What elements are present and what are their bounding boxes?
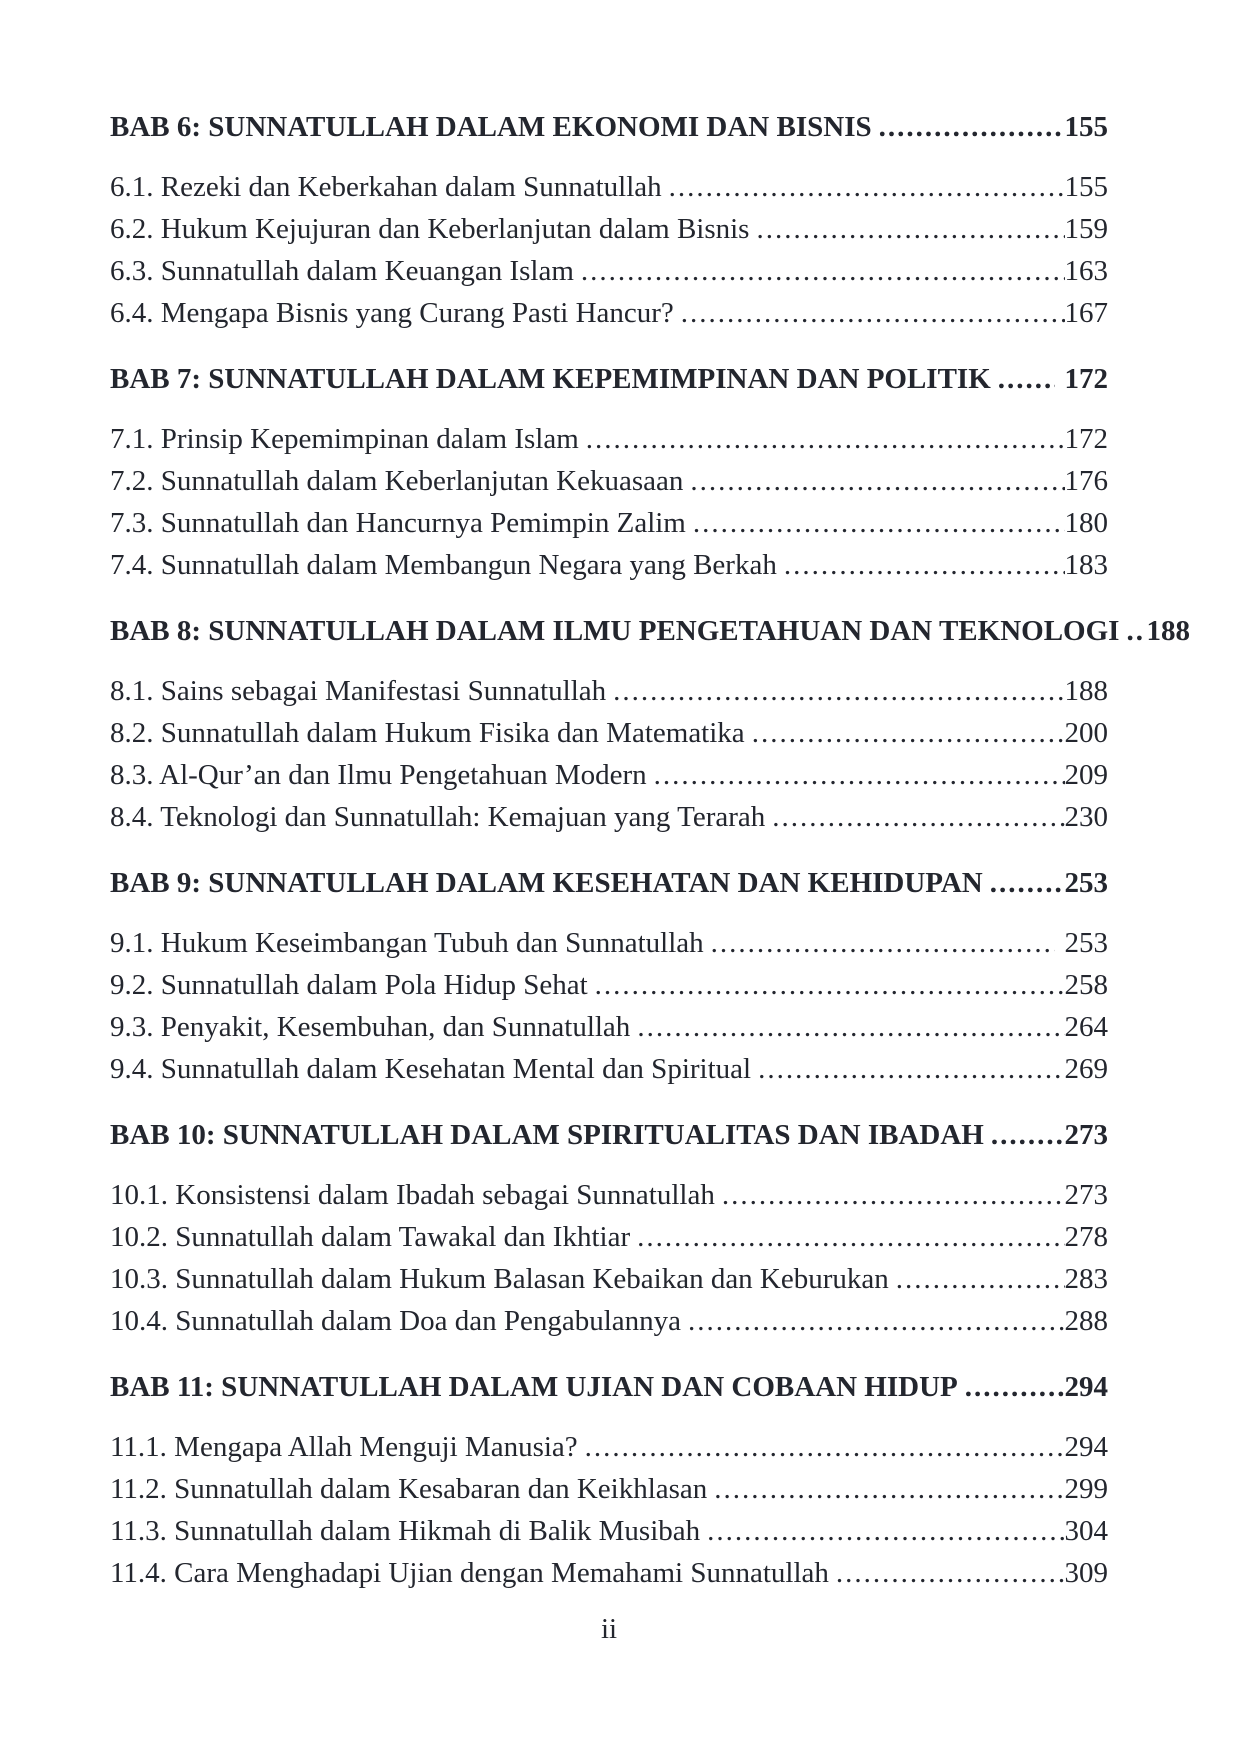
dot-leader bbox=[588, 964, 1065, 1006]
dot-leader bbox=[751, 1048, 1064, 1090]
toc-entry-page-number: 230 bbox=[1064, 801, 1108, 833]
toc-entry-page-number: 180 bbox=[1064, 507, 1108, 539]
toc-entry-page-number: 253 bbox=[1064, 867, 1108, 899]
toc-item-row bbox=[110, 460, 1108, 502]
table-of-contents bbox=[110, 106, 1190, 1594]
toc-entry-page-number: 264 bbox=[1064, 1011, 1108, 1043]
dot-leader bbox=[579, 418, 1065, 460]
dot-leader bbox=[683, 460, 1064, 502]
dot-leader bbox=[662, 166, 1065, 208]
toc-entry-page-number: 304 bbox=[1064, 1515, 1108, 1547]
dot-leader bbox=[749, 208, 1064, 250]
dot-leader bbox=[983, 862, 1065, 904]
dot-leader bbox=[889, 1258, 1065, 1300]
toc-entry-label: 6.3. Sunnatullah dalam Keuangan Islam bbox=[110, 255, 574, 287]
toc-item-row bbox=[110, 1006, 1108, 1048]
dot-leader bbox=[991, 358, 1055, 400]
toc-item-row bbox=[110, 1510, 1108, 1552]
toc-item-row bbox=[110, 292, 1108, 334]
toc-entry-label: 7.2. Sunnatullah dalam Keberlanjutan Kekuasaan bbox=[110, 465, 684, 497]
toc-entry-label: 7.4. Sunnatullah dalam Membangun Negara yang Berkah bbox=[110, 549, 777, 581]
toc-entry-page-number: 155 bbox=[1064, 111, 1108, 143]
toc-entry-page-number: 309 bbox=[1064, 1557, 1108, 1589]
dot-leader bbox=[745, 712, 1065, 754]
toc-entry-page-number: 200 bbox=[1064, 717, 1108, 749]
toc-entry-page-number: 188 bbox=[1064, 675, 1108, 707]
toc-heading-row bbox=[110, 106, 1108, 148]
toc-entry-page-number: 253 bbox=[1064, 927, 1108, 959]
toc-item-row bbox=[110, 1426, 1108, 1468]
toc-entry-label: 11.4. Cara Menghadapi Ujian dengan Memahami Sunnatullah bbox=[110, 1557, 829, 1589]
toc-entry-label: 9.1. Hukum Keseimbangan Tubuh dan Sunnatullah bbox=[110, 927, 704, 959]
toc-entry-page-number: 258 bbox=[1064, 969, 1108, 1001]
toc-heading-label: BAB 8: SUNNATULLAH DALAM ILMU PENGETAHUAN DAN TEKNOLOGI bbox=[110, 615, 1120, 647]
toc-item-row bbox=[110, 670, 1108, 712]
toc-heading-row bbox=[110, 358, 1108, 400]
toc-entry-label: 6.4. Mengapa Bisnis yang Curang Pasti Hancur? bbox=[110, 297, 674, 329]
toc-item-row bbox=[110, 208, 1108, 250]
dot-leader bbox=[704, 922, 1055, 964]
toc-heading-label: BAB 10: SUNNATULLAH DALAM SPIRITUALITAS DAN IBADAH bbox=[110, 1119, 984, 1151]
toc-heading-label: BAB 11: SUNNATULLAH DALAM UJIAN DAN COBAAN HIDUP bbox=[110, 1371, 958, 1403]
dot-leader bbox=[984, 1114, 1065, 1156]
toc-item-row bbox=[110, 1258, 1108, 1300]
toc-item-row bbox=[110, 1468, 1108, 1510]
toc-entry-page-number: 283 bbox=[1064, 1263, 1108, 1295]
toc-item-row bbox=[110, 166, 1108, 208]
toc-entry-page-number: 278 bbox=[1064, 1221, 1108, 1253]
dot-leader bbox=[686, 502, 1065, 544]
dot-leader bbox=[674, 292, 1065, 334]
toc-item-row bbox=[110, 1048, 1108, 1090]
dot-leader bbox=[765, 796, 1064, 838]
toc-entry-label: 9.4. Sunnatullah dalam Kesehatan Mental dan Spiritual bbox=[110, 1053, 752, 1085]
toc-entry-label: 10.2. Sunnatullah dalam Tawakal dan Ikhtiar bbox=[110, 1221, 631, 1253]
footer-page-number: ii bbox=[600, 1613, 618, 1645]
toc-item-row bbox=[110, 418, 1108, 460]
toc-entry-label: 11.1. Mengapa Allah Menguji Manusia? bbox=[110, 1431, 578, 1463]
toc-item-row bbox=[110, 796, 1108, 838]
toc-heading-label: BAB 6: SUNNATULLAH DALAM EKONOMI DAN BISNIS bbox=[110, 111, 872, 143]
dot-leader bbox=[630, 1006, 1064, 1048]
toc-heading-label: BAB 7: SUNNATULLAH DALAM KEPEMIMPINAN DAN POLITIK bbox=[110, 363, 991, 395]
toc-item-row bbox=[110, 1552, 1108, 1594]
toc-item-row bbox=[110, 964, 1108, 1006]
toc-item-row bbox=[110, 502, 1108, 544]
toc-entry-page-number: 176 bbox=[1064, 465, 1108, 497]
toc-entry-page-number: 172 bbox=[1064, 363, 1108, 395]
toc-heading-row bbox=[110, 1366, 1108, 1408]
toc-entry-label: 10.1. Konsistensi dalam Ibadah sebagai Sunnatullah bbox=[110, 1179, 715, 1211]
toc-entry-page-number: 159 bbox=[1064, 213, 1108, 245]
toc-entry-label: 6.1. Rezeki dan Keberkahan dalam Sunnatullah bbox=[110, 171, 662, 203]
toc-entry-label: 8.1. Sains sebagai Manifestasi Sunnatullah bbox=[110, 675, 607, 707]
toc-item-row bbox=[110, 1174, 1108, 1216]
toc-entry-label: 8.4. Teknologi dan Sunnatullah: Kemajuan yang Terarah bbox=[110, 801, 766, 833]
toc-entry-page-number: 288 bbox=[1064, 1305, 1108, 1337]
toc-entry-label: 11.2. Sunnatullah dalam Kesabaran dan Keikhlasan bbox=[110, 1473, 708, 1505]
toc-entry-label: 6.2. Hukum Kejujuran dan Keberlanjutan dalam Bisnis bbox=[110, 213, 750, 245]
toc-item-row bbox=[110, 544, 1108, 586]
toc-entry-page-number: 163 bbox=[1064, 255, 1108, 287]
toc-entry-label: 7.3. Sunnatullah dan Hancurnya Pemimpin Zalim bbox=[110, 507, 686, 539]
dot-leader bbox=[700, 1510, 1064, 1552]
dot-leader bbox=[574, 250, 1065, 292]
toc-entry-page-number: 167 bbox=[1064, 297, 1108, 329]
toc-entry-page-number: 172 bbox=[1064, 423, 1108, 455]
toc-item-row bbox=[110, 922, 1108, 964]
toc-item-row bbox=[110, 712, 1108, 754]
toc-entry-label: 9.2. Sunnatullah dalam Pola Hidup Sehat bbox=[110, 969, 588, 1001]
toc-entry-page-number: 273 bbox=[1064, 1119, 1108, 1151]
toc-item-row bbox=[110, 1300, 1108, 1342]
toc-entry-page-number: 183 bbox=[1064, 549, 1108, 581]
toc-entry-label: 7.1. Prinsip Kepemimpinan dalam Islam bbox=[110, 423, 579, 455]
toc-entry-label: 10.3. Sunnatullah dalam Hukum Balasan Kebaikan dan Keburukan bbox=[110, 1263, 889, 1295]
dot-leader bbox=[707, 1468, 1064, 1510]
dot-leader bbox=[829, 1552, 1065, 1594]
toc-entry-page-number: 294 bbox=[1064, 1371, 1108, 1403]
toc-item-row bbox=[110, 1216, 1108, 1258]
toc-heading-row bbox=[110, 862, 1108, 904]
toc-entry-label: 11.3. Sunnatullah dalam Hikmah di Balik Musibah bbox=[110, 1515, 701, 1547]
dot-leader bbox=[1119, 610, 1146, 652]
toc-entry-label: 9.3. Penyakit, Kesembuhan, dan Sunnatullah bbox=[110, 1011, 631, 1043]
toc-entry-label: 8.3. Al-Qur’an dan Ilmu Pengetahuan Modern bbox=[110, 759, 647, 791]
toc-entry-label: 8.2. Sunnatullah dalam Hukum Fisika dan Matematika bbox=[110, 717, 745, 749]
toc-entry-page-number: 299 bbox=[1064, 1473, 1108, 1505]
dot-leader bbox=[578, 1426, 1065, 1468]
toc-entry-page-number: 294 bbox=[1064, 1431, 1108, 1463]
page-number-footer bbox=[110, 1608, 1108, 1650]
toc-entry-page-number: 188 bbox=[1146, 615, 1190, 647]
toc-heading-label: BAB 9: SUNNATULLAH DALAM KESEHATAN DAN KEHIDUPAN bbox=[110, 867, 983, 899]
dot-leader bbox=[647, 754, 1065, 796]
toc-entry-page-number: 273 bbox=[1064, 1179, 1108, 1211]
dot-leader bbox=[872, 106, 1065, 148]
toc-entry-label: 10.4. Sunnatullah dalam Doa dan Pengabulannya bbox=[110, 1305, 682, 1337]
dot-leader bbox=[777, 544, 1065, 586]
toc-heading-row bbox=[110, 610, 1190, 652]
toc-heading-row bbox=[110, 1114, 1108, 1156]
toc-entry-page-number: 269 bbox=[1064, 1053, 1108, 1085]
toc-item-row bbox=[110, 754, 1108, 796]
dot-leader bbox=[630, 1216, 1064, 1258]
dot-leader bbox=[606, 670, 1064, 712]
toc-entry-page-number: 209 bbox=[1064, 759, 1108, 791]
dot-leader bbox=[958, 1366, 1065, 1408]
dot-leader bbox=[715, 1174, 1065, 1216]
toc-item-row bbox=[110, 250, 1108, 292]
dot-leader bbox=[681, 1300, 1064, 1342]
toc-entry-page-number: 155 bbox=[1064, 171, 1108, 203]
